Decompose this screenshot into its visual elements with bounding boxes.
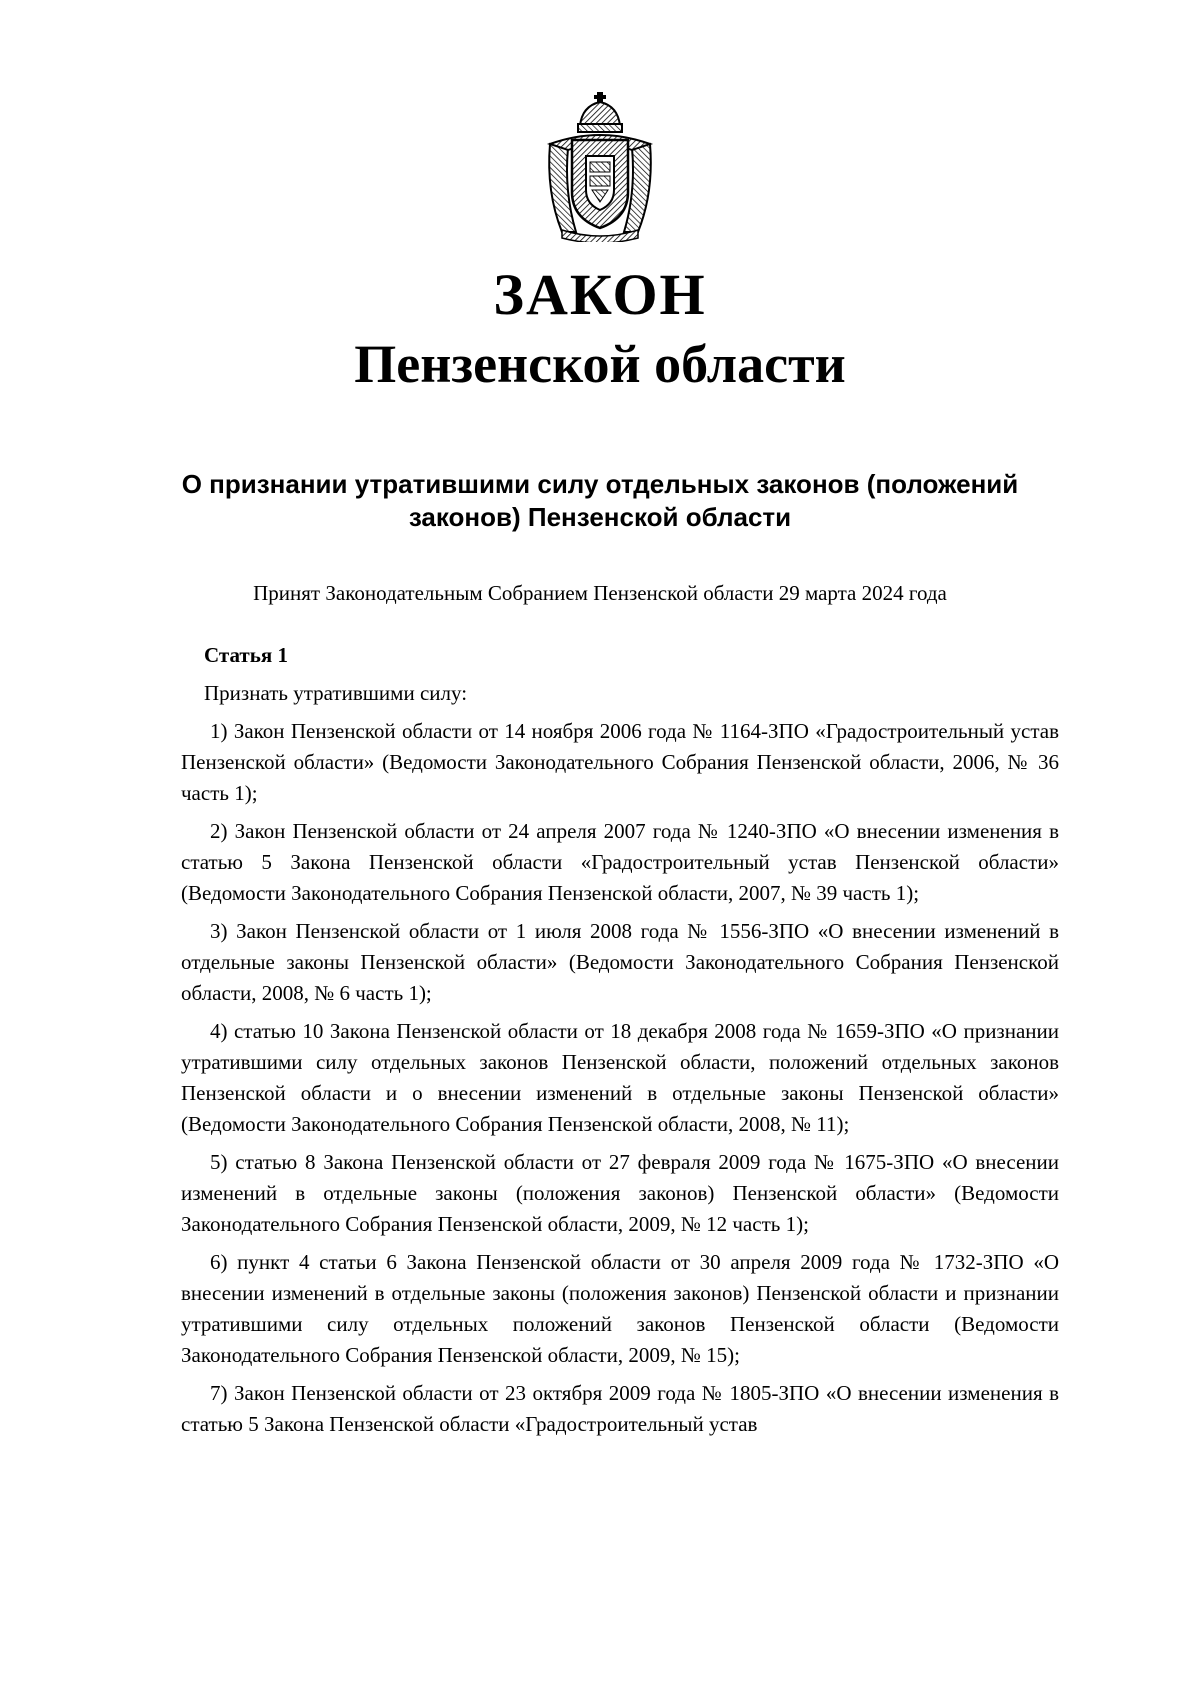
adoption-note: Принят Законодательным Собранием Пензенской области 29 марта 2024 года bbox=[253, 581, 947, 605]
article-item: 5) статью 8 Закона Пензенской области от 27 февраля 2009 года № 1675-ЗПО «О внесении изменений в отдельные законы (положения законов) Пензенской области» (Ведомости Законодательного Собрания Пензенской области, 2009, № 12 часть 1); bbox=[181, 1150, 1059, 1236]
law-subject: О признании утратившими силу отдельных законов (положений законов) Пензенской области bbox=[181, 469, 1019, 532]
article-item: 6) пункт 4 статьи 6 Закона Пензенской области от 30 апреля 2009 года № 1732-ЗПО «О внесении изменений в отдельные законы (положения законов) Пензенской области и признании утратившими силу отдельных положений законов Пензенской области (Ведомости Законодательного Собрания Пензенской области, 2009, № 15); bbox=[181, 1250, 1059, 1367]
law-region: Пензенской области bbox=[354, 334, 846, 394]
article-item: 1) Закон Пензенской области от 14 ноября 2006 года № 1164-ЗПО «Градостроительный устав Пензенской области» (Ведомости Законодательного Собрания Пензенской области, 2006, № 36 часть 1); bbox=[181, 719, 1059, 805]
article-body bbox=[181, 640, 1059, 1447]
law-title: ЗАКОН bbox=[493, 262, 707, 327]
article-heading: Статья 1 bbox=[204, 643, 288, 667]
article-item: 4) статью 10 Закона Пензенской области от 18 декабря 2008 года № 1659-ЗПО «О признании утратившими силу отдельных законов Пензенской области, положений отдельных законов Пензенской области и о внесении изменений в отдельные законы Пензенской области» (Ведомости Законодательного Собрания Пензенской области, 2008, № 11); bbox=[181, 1019, 1059, 1136]
article-intro: Признать утратившими силу: bbox=[204, 681, 468, 705]
coat-of-arms-emblem bbox=[542, 92, 658, 242]
article-item: 2) Закон Пензенской области от 24 апреля 2007 года № 1240-ЗПО «О внесении изменения в статью 5 Закона Пензенской области «Градостроительный устав Пензенской области» (Ведомости Законодательного Собрания Пензенской области, 2007, № 39 часть 1); bbox=[181, 819, 1059, 905]
article-item: 3) Закон Пензенской области от 1 июля 2008 года № 1556-ЗПО «О внесении изменений в отдельные законы Пензенской области» (Ведомости Законодательного Собрания Пензенской области, 2008, № 6 часть 1); bbox=[181, 919, 1059, 1005]
article-item: 7) Закон Пензенской области от 23 октября 2009 года № 1805-ЗПО «О внесении изменения в статью 5 Закона Пензенской области «Градостроительный устав bbox=[181, 1381, 1059, 1436]
